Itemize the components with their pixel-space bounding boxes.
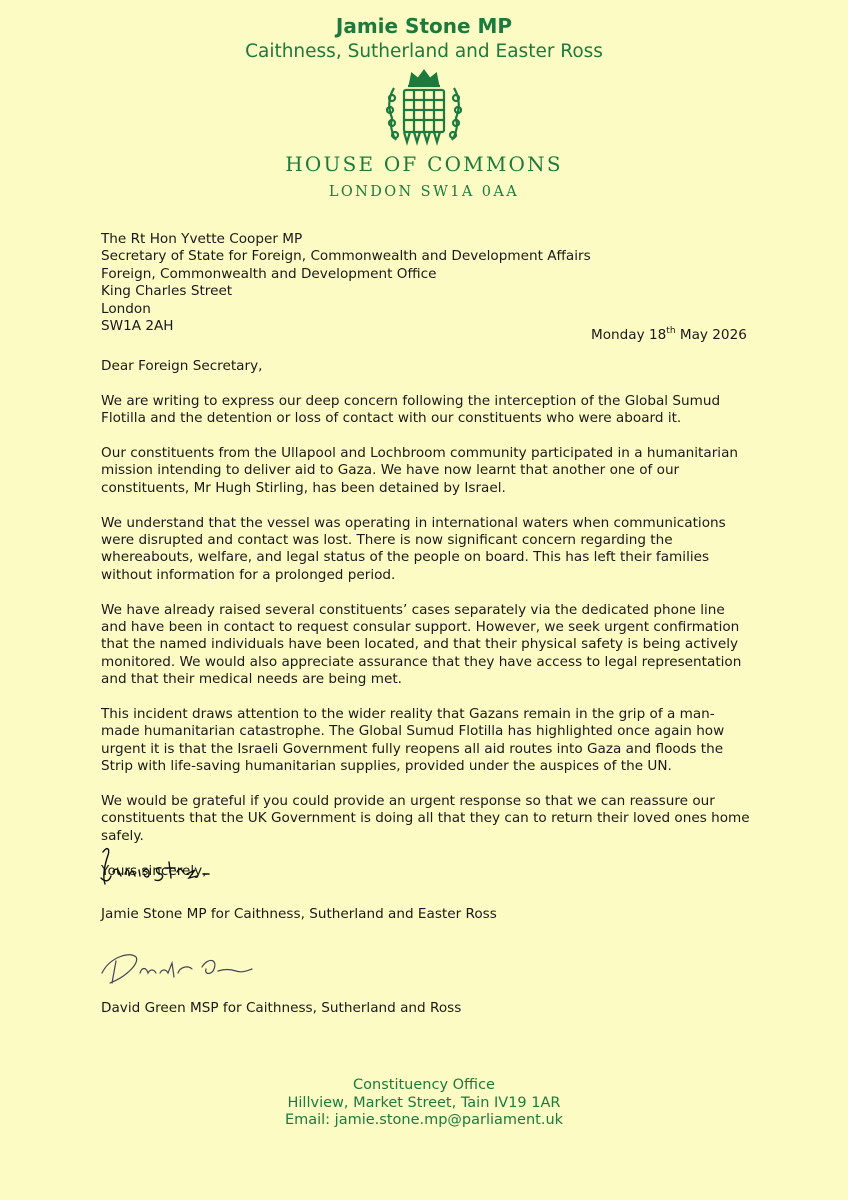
address-line: SW1A 2AH — [101, 318, 174, 335]
portcullis-icon — [386, 68, 462, 146]
house-of-commons-title: HOUSE OF COMMONS — [285, 152, 563, 176]
signature-jamie-stone — [95, 838, 225, 894]
address-line: Foreign, Commonwealth and Development Office — [101, 265, 437, 282]
address-line: King Charles Street — [101, 283, 233, 300]
signature-david-green — [96, 943, 256, 988]
paragraph: Our constituents from the Ullapool and Lochbroom community participated in a humanitarian mission intending to deliver aid to Gaza. We have now learnt that another one of our constituents, Mr Hugh Stirling, has been detained by Israel. — [101, 445, 739, 496]
address-line: London — [101, 300, 151, 317]
date-day: Monday 18 — [591, 327, 667, 343]
paragraph: We would be grateful if you could provide an urgent response so that we can reassure our constituents that the UK Government is doing all that they can to return their loved ones home safely. — [101, 793, 750, 844]
paragraph: We understand that the vessel was operating in international waters when communications were disrupted and contact was lost. There is now significant concern regarding the whereabouts, welfare, and legal status of the people on board. This has left their families without information for a prolonged period. — [101, 514, 726, 583]
footer-email: Email: jamie.stone.mp@parliament.uk — [284, 1112, 564, 1129]
house-address: LONDON SW1A 0AA — [328, 184, 520, 200]
letter-body — [101, 358, 751, 897]
signatory-name: Jamie Stone MP for Caithness, Sutherland and Easter Ross — [101, 906, 497, 922]
address-line: The Rt Hon Yvette Cooper MP — [101, 231, 303, 247]
date-ordinal: th — [666, 326, 676, 336]
letter-date — [591, 327, 747, 343]
mp-name: Jamie Stone MP — [335, 14, 513, 38]
closing: Yours sincerely, — [101, 862, 207, 879]
salutation: Dear Foreign Secretary, — [101, 358, 263, 374]
address-line: Secretary of State for Foreign, Commonwealth and Development Affairs — [101, 248, 591, 265]
date-month-year: May 2026 — [675, 327, 747, 343]
footer-title: Constituency Office — [353, 1077, 495, 1093]
recipient-address — [101, 231, 591, 335]
constituency-office-footer — [0, 1077, 848, 1130]
paragraph: We have already raised several constituents’ cases separately via the dedicated phone line and have been in contact to request consular support. However, we seek urgent confirmation that the named individuals have been located, and that their physical safety is being actively monitored. We would also appreciate assurance that they have access to legal representation and that their medical needs are being met. — [101, 601, 742, 688]
paragraph: We are writing to express our deep concern following the interception of the Global Sumud Flotilla and the detention or loss of contact with our constituents who were aboard it. — [101, 392, 721, 427]
paragraph: This incident draws attention to the wider reality that Gazans remain in the grip of a man-made humanitarian catastrophe. The Global Sumud Flotilla has highlighted once again how urgent it is that the Israeli Government fully reopens all aid routes into Gaza and floods the Strip with life-saving humanitarian supplies, provided under the auspices of the UN. — [101, 706, 725, 775]
footer-address: Hillview, Market Street, Tain IV19 1AR — [287, 1094, 561, 1111]
constituency-name: Caithness, Sutherland and Easter Ross — [245, 41, 603, 62]
signatory-name: David Green MSP for Caithness, Sutherland and Ross — [101, 1000, 462, 1016]
